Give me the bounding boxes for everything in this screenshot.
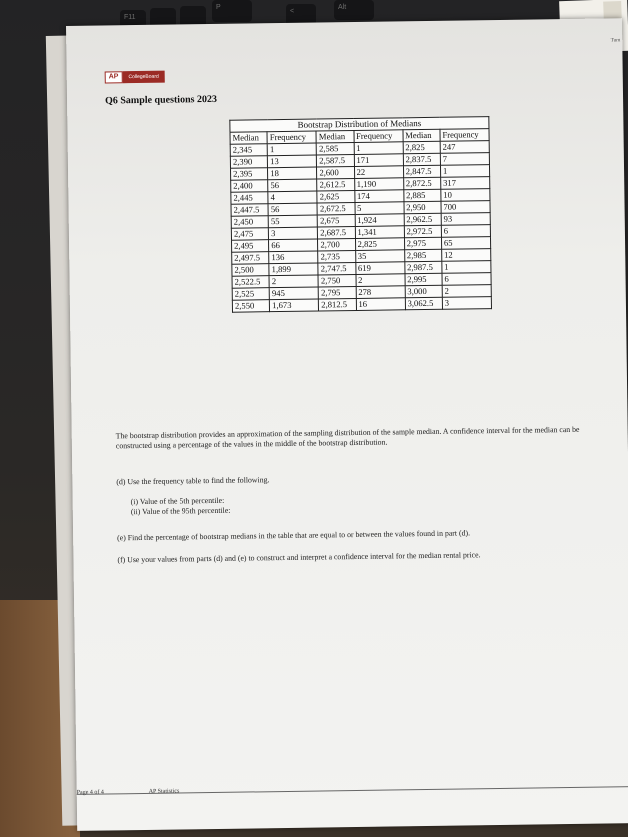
part-f-prompt: (f) Use your values from parts (d) and (e) to construct and interpret a confidence interval for the median rental price. [117, 550, 481, 565]
frequency-cell: 12 [442, 249, 491, 262]
part-d-prompt: (d) Use the frequency table to find the following. [116, 475, 270, 487]
median-cell: 2,525 [232, 288, 269, 301]
median-cell: 3,000 [405, 285, 442, 298]
part-d-i: (i) Value of the 5th percentile: [130, 495, 225, 507]
median-cell: 2,847.5 [403, 165, 440, 178]
frequency-cell: 16 [356, 298, 405, 311]
course-name: AP Statistics [148, 788, 180, 795]
table-header-cell: Frequency [354, 130, 403, 143]
median-cell: 2,475 [231, 228, 268, 241]
frequency-cell: 56 [268, 179, 317, 192]
frequency-cell: 317 [441, 177, 490, 190]
frequency-cell: 1,190 [354, 178, 403, 191]
table-caption: Bootstrap Distribution of Medians [230, 117, 489, 133]
median-cell: 2,735 [318, 250, 355, 263]
median-cell: 2,395 [231, 168, 268, 181]
ap-logo [105, 71, 165, 84]
median-cell: 2,345 [230, 144, 267, 157]
frequency-cell: 3 [269, 227, 318, 240]
keyboard-key: Alt [334, 0, 374, 20]
median-cell: 2,612.5 [317, 178, 354, 191]
frequency-cell: 2 [269, 275, 318, 288]
frequency-cell: 5 [355, 202, 404, 215]
frequency-cell: 1 [442, 261, 491, 274]
frequency-cell: 66 [269, 239, 318, 252]
median-cell: 2,700 [318, 238, 355, 251]
college-board-logo: CollegeBoard [122, 71, 164, 84]
frequency-cell: 1,899 [269, 263, 318, 276]
median-cell: 2,975 [404, 237, 441, 250]
median-cell: 2,825 [403, 141, 440, 154]
median-cell: 2,950 [404, 201, 441, 214]
median-cell: 2,600 [317, 166, 354, 179]
median-cell: 2,675 [317, 214, 354, 227]
frequency-cell: 6 [442, 273, 491, 286]
frequency-cell: 65 [441, 237, 490, 250]
median-cell: 2,672.5 [317, 202, 354, 215]
frequency-cell: 1,924 [355, 214, 404, 227]
median-cell: 2,995 [405, 273, 442, 286]
frequency-cell: 174 [354, 190, 403, 203]
frequency-cell: 93 [441, 213, 490, 226]
median-cell: 2,837.5 [403, 153, 440, 166]
frequency-cell: 56 [268, 203, 317, 216]
median-cell: 2,687.5 [318, 226, 355, 239]
frequency-cell: 136 [269, 251, 318, 264]
part-d-ii: (ii) Value of the 95th percentile: [130, 505, 231, 517]
median-cell: 2,495 [232, 240, 269, 253]
median-cell: 2,962.5 [404, 213, 441, 226]
median-cell: 3,062.5 [405, 297, 442, 310]
frequency-cell: 55 [268, 215, 317, 228]
keyboard-key: < [286, 4, 316, 30]
intro-paragraph: The bootstrap distribution provides an approximation of the sampling distribution of the sample median. A confidence interval for the median can be constructed using a percentage of the values in the middle of the bootstrap distribution. [115, 424, 580, 450]
frequency-cell: 13 [268, 155, 317, 168]
frequency-cell: 4 [268, 191, 317, 204]
frequency-cell: 1 [267, 143, 316, 156]
table-header-cell: Frequency [267, 131, 316, 144]
keyboard-key: F11 [120, 10, 146, 36]
median-cell: 2,625 [317, 190, 354, 203]
median-cell: 2,985 [404, 249, 441, 262]
frequency-cell: 247 [440, 141, 489, 154]
frequency-cell: 171 [354, 154, 403, 167]
median-cell: 2,885 [403, 189, 440, 202]
frequency-cell: 1,673 [270, 299, 319, 312]
median-cell: 2,872.5 [403, 177, 440, 190]
median-cell: 2,450 [231, 216, 268, 229]
median-cell: 2,500 [232, 264, 269, 277]
frequency-cell: 619 [355, 262, 404, 275]
keyboard-key: P [212, 0, 252, 22]
frequency-cell: 2,825 [355, 238, 404, 251]
part-e-prompt: (e) Find the percentage of bootstrap medians in the table that are equal to or between the values found in part (d). [117, 528, 471, 543]
median-cell: 2,447.5 [231, 204, 268, 217]
frequency-cell: 2 [356, 274, 405, 287]
worksheet-page [66, 18, 628, 831]
median-cell: 2,750 [318, 274, 355, 287]
frequency-cell: 10 [441, 189, 490, 202]
median-cell: 2,550 [232, 300, 269, 313]
frequency-cell: 278 [356, 286, 405, 299]
median-cell: 2,390 [230, 156, 267, 169]
frequency-cell: 700 [441, 201, 490, 214]
median-cell: 2,795 [318, 286, 355, 299]
table-header-cell: Frequency [440, 129, 489, 142]
median-cell: 2,972.5 [404, 225, 441, 238]
frequency-cell: 6 [441, 225, 490, 238]
median-cell: 2,812.5 [319, 298, 356, 311]
median-cell: 2,445 [231, 192, 268, 205]
ap-logo-mark: AP [105, 71, 123, 83]
frequency-cell: 22 [354, 166, 403, 179]
frequency-cell: 1 [440, 165, 489, 178]
median-cell: 2,522.5 [232, 276, 269, 289]
frequency-cell: 1,341 [355, 226, 404, 239]
table-header-cell: Median [403, 129, 440, 142]
frequency-cell: 3 [442, 297, 491, 310]
table-header-cell: Median [316, 130, 353, 143]
median-cell: 2,987.5 [404, 261, 441, 274]
frequency-cell: 945 [269, 287, 318, 300]
frequency-cell: 7 [440, 153, 489, 166]
bootstrap-table [229, 116, 492, 313]
median-cell: 2,747.5 [318, 262, 355, 275]
corner-note: Turn [610, 38, 621, 44]
median-cell: 2,400 [231, 180, 268, 193]
frequency-cell: 18 [268, 167, 317, 180]
frequency-cell: 1 [354, 142, 403, 155]
median-cell: 2,587.5 [317, 154, 354, 167]
question-title: Q6 Sample questions 2023 [104, 93, 218, 107]
median-cell: 2,497.5 [232, 252, 269, 265]
table-body [230, 141, 491, 313]
page-number: Page 4 of 4 [76, 789, 104, 796]
frequency-cell: 35 [355, 250, 404, 263]
median-cell: 2,585 [316, 142, 353, 155]
table-header-cell: Median [230, 132, 267, 145]
frequency-cell: 2 [442, 285, 491, 298]
